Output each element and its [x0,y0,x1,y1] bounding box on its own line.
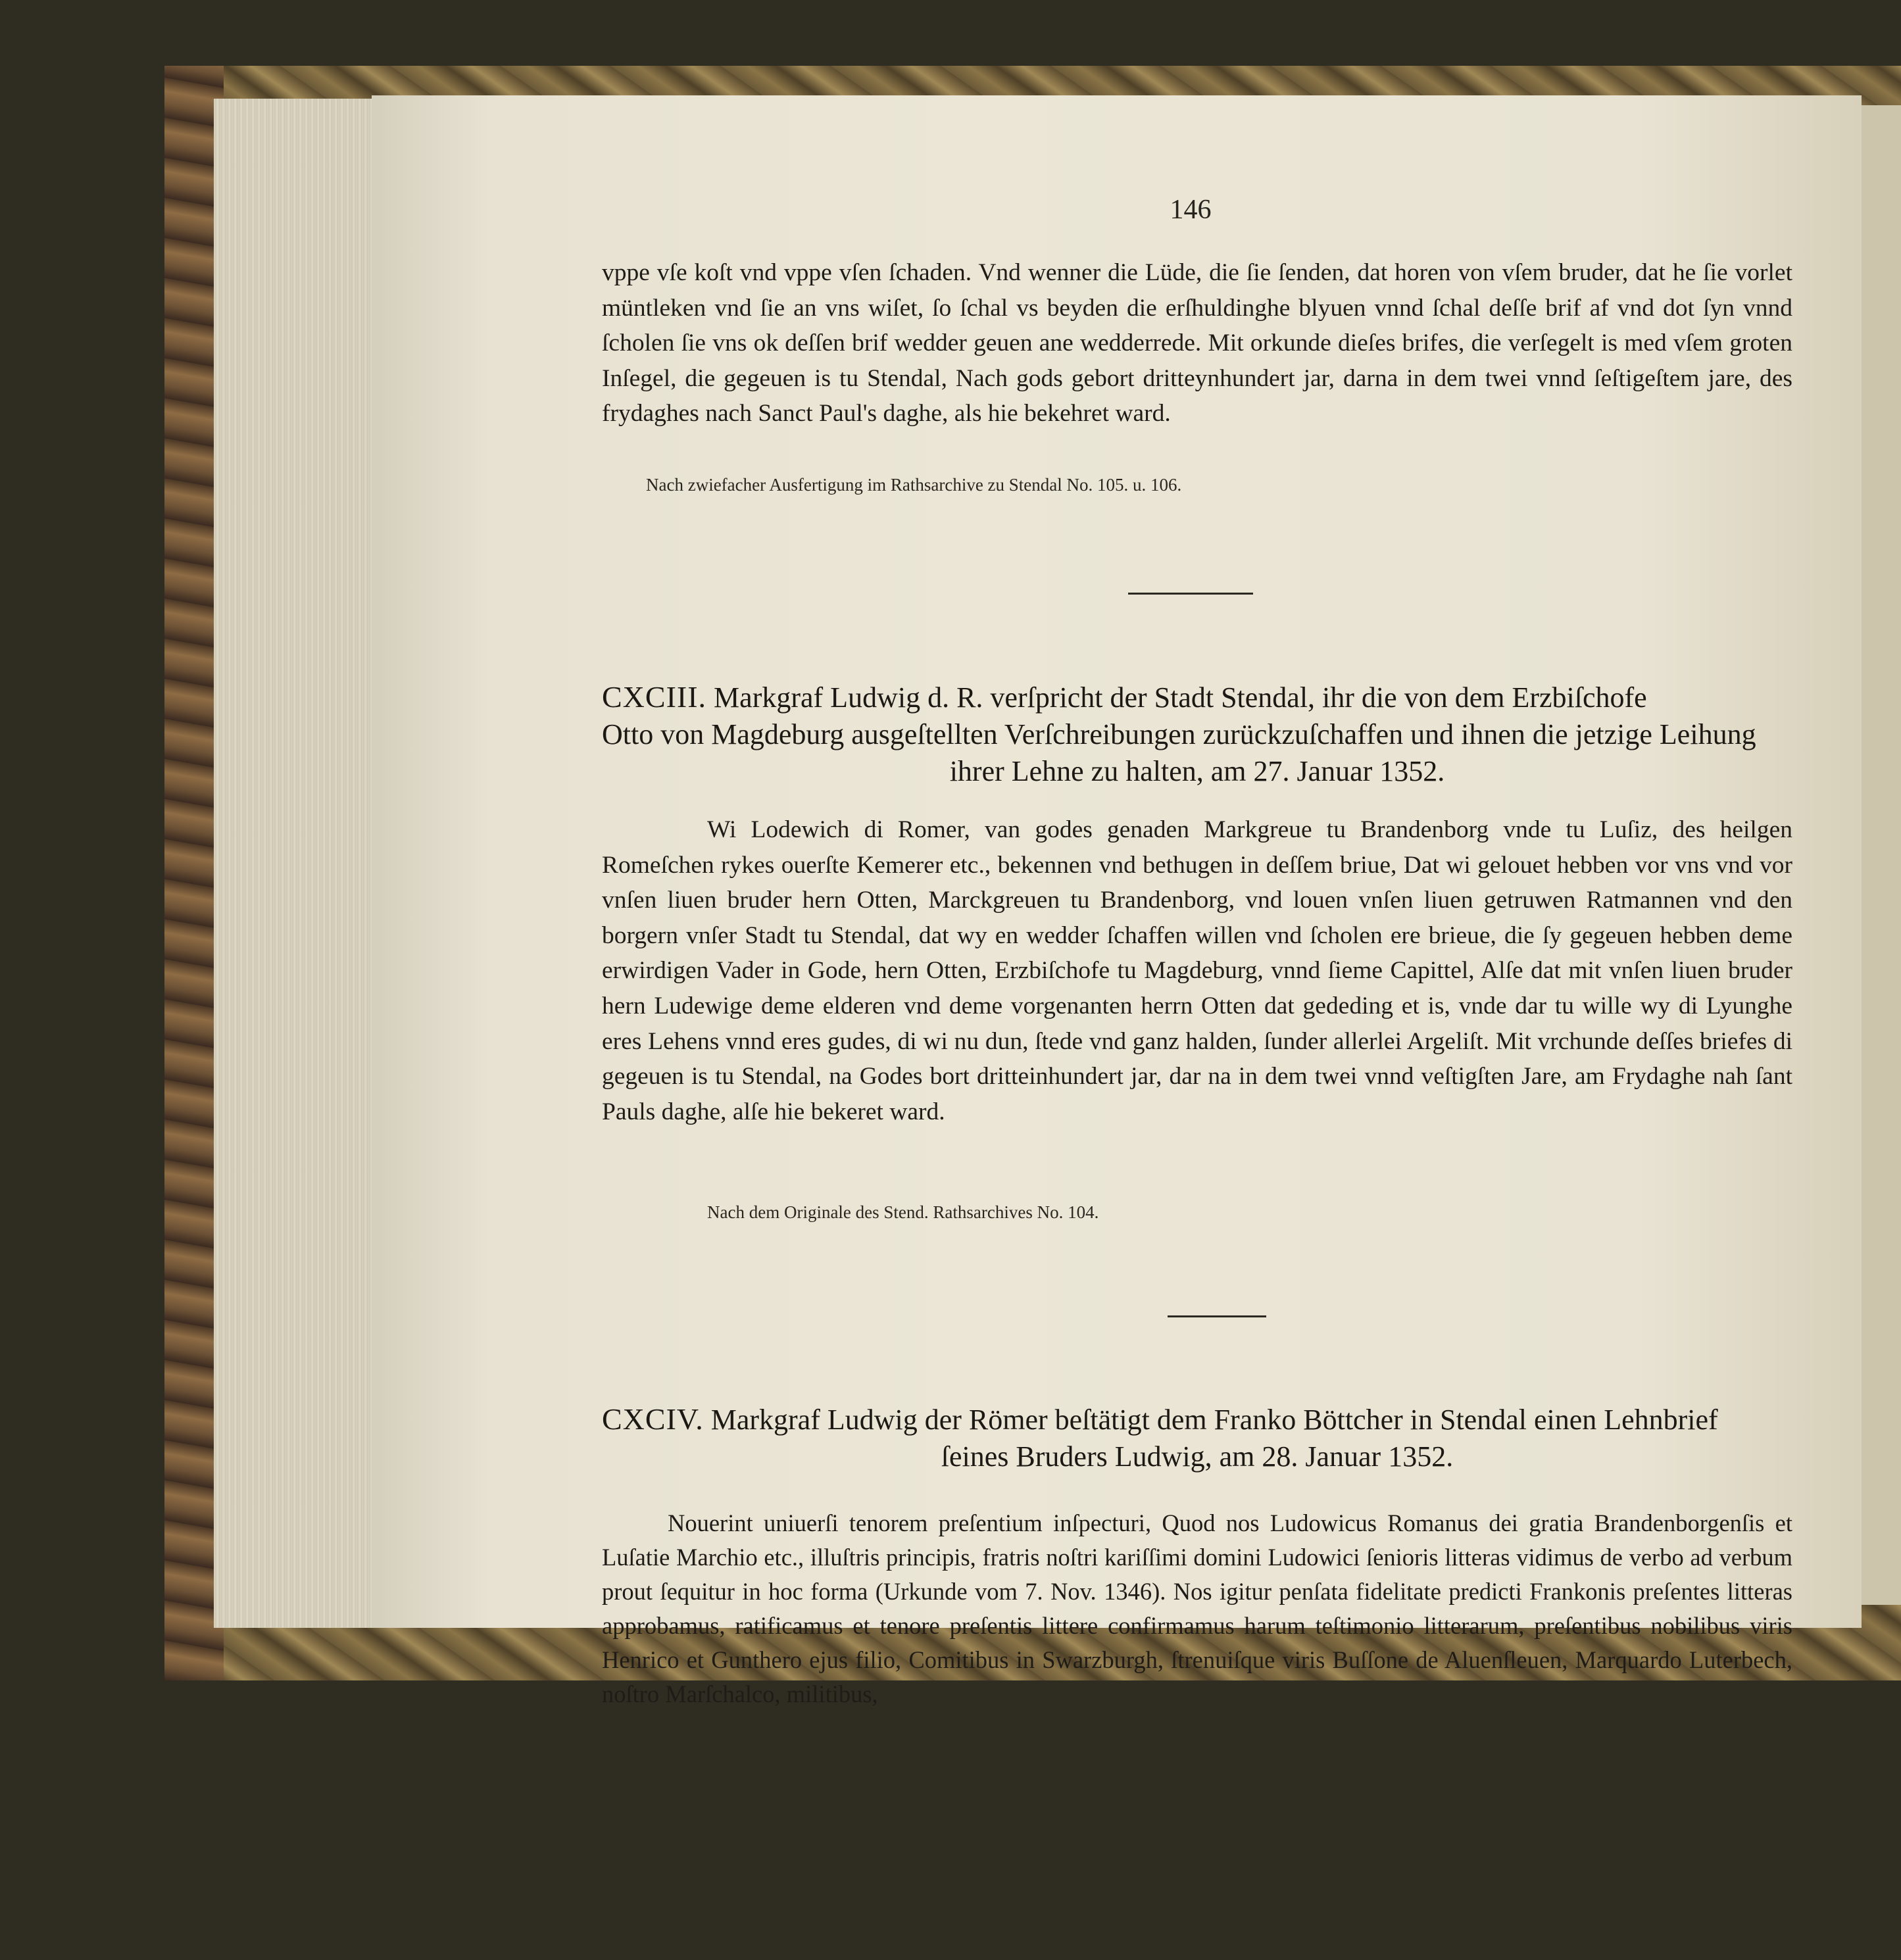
source-note-2: Nach dem Originale des Stend. Rathsarchives No. 104. [707,1202,1099,1222]
heading-193-line-2: Otto von Magdeburg ausgeſtellten Verſchreibungen zurückzuſchaffen und ihnen die jetzige Leihung [602,718,1756,750]
page-number: 146 [1170,195,1212,225]
heading-193-line-1: Markgraf Ludwig d. R. verſpricht der Stadt Stendal, ihr die von dem Erzbiſchofe [714,681,1647,714]
page-edges [214,99,378,1628]
document-194-text: Nouerint uniuerſi tenorem preſentium inſpecturi, Quod nos Ludowicus Romanus dei gratia Brandenborgenſis et Luſatie Marchio etc., illuſtris principis, fratris noſtri kariſſimi domini Ludowici ſenioris litteras vidimus de verbo ad verbum prout ſequitur in hoc forma (Urkunde vom 7. Nov. 1346). Nos igitur penſata fidelitate predicti Frankonis preſentes litteras approbamus, ratificamus et tenore preſentis littere confirmamus harum teſtimonio litterarum, preſentibus nobilibus viris Henrico et Gunthero ejus filio, Comitibus in Swarzburgh, ſtrenuiſque viris Buſſone de Aluenſleuen, Marquardo Luterbech, noſtro Marſchalco, militibus, [602,1509,1792,1707]
document-number-193: CXCIII. [602,680,707,714]
heading-194-line-1: Markgraf Ludwig der Römer beſtätigt dem Franko Böttcher in Stendal einen Lehnbrief [710,1404,1718,1436]
document-193-text: Wi Lodewich di Romer, van godes genaden Markgreue tu Brandenborg vnde tu Luſiz, des heilgen Romeſchen rykes ouerſte Kemerer etc., bekennen vnd bethugen in deſſem briue, Dat wi gelouet hebben vor vns vnd vor vnſen liuen bruder hern Otten, Marckgreuen tu Brandenborg, vnd louen vnſen liuen getruwen Ratmannen vnd den borgern vnſer Stadt tu Stendal, dat wy en wedder ſchaffen willen vnd ſcholen ere brieue, die ſy gegeuen hebben deme erwirdigen Vader in Gode, hern Otten, Erzbiſchofe tu Magdeburg, vnnd ſieme Capittel, Alſe dat mit vnſen liuen bruder hern Ludewige deme elderen vnd deme vorgenanten herrn Otten dat gededing et is, vnde dar tu wille wy di Lyunghe eres Lehens vnnd eres gudes, di wi nu dun, ſtede vnd ganz halden, ſunder allerlei Argeliſt. Mit vrchunde deſſes briefes di gegeuen is tu Stendal, na Godes bort dritteinhundert jar, dar na in dem twei vnnd veſtigſten Jare, am Frydaghe nah ſant Pauls daghe, alſe hie bekeret ward. [602,816,1792,1125]
section-divider-1 [1128,593,1253,595]
heading-193-line-3: ihrer Lehne zu halten, am 27. Januar 1352. [949,755,1445,787]
continuation-text: vppe vſe koſt vnd vppe vſen ſchaden. Vnd wenner die Lüde, die ſie ſenden, dat horen von vſem bruder, dat he ſie vorlet müntleken vnd ſie an vns wiſet, ſo ſchal vs beyden die erſhuldinghe blyuen vnnd ſchal deſſe brif af vnd dot ſyn vnnd ſcholen ſie vns ok deſſen brif wedder geuen ane wedderrede. Mit orkunde dieſes brifes, die verſegelt is med vſem groten Inſegel, die gegeuen is tu Stendal, Nach gods gebort dritteynhundert jar, darna in dem twei vnnd ſeſtigeſtem jare, des frydaghes nach Sanct Paul's daghe, als hie bekehret ward. [602,259,1792,428]
document-heading-193 [602,679,1792,790]
heading-194-line-2: ſeines Bruders Ludwig, am 28. Januar 1352. [941,1440,1454,1473]
document-heading-194 [602,1401,1792,1475]
section-divider-2 [1168,1315,1266,1317]
document-number-194: CXCIV. [602,1402,704,1436]
source-note-1: Nach zwiefacher Ausfertigung im Rathsarchive zu Stendal No. 105. u. 106. [646,475,1182,495]
